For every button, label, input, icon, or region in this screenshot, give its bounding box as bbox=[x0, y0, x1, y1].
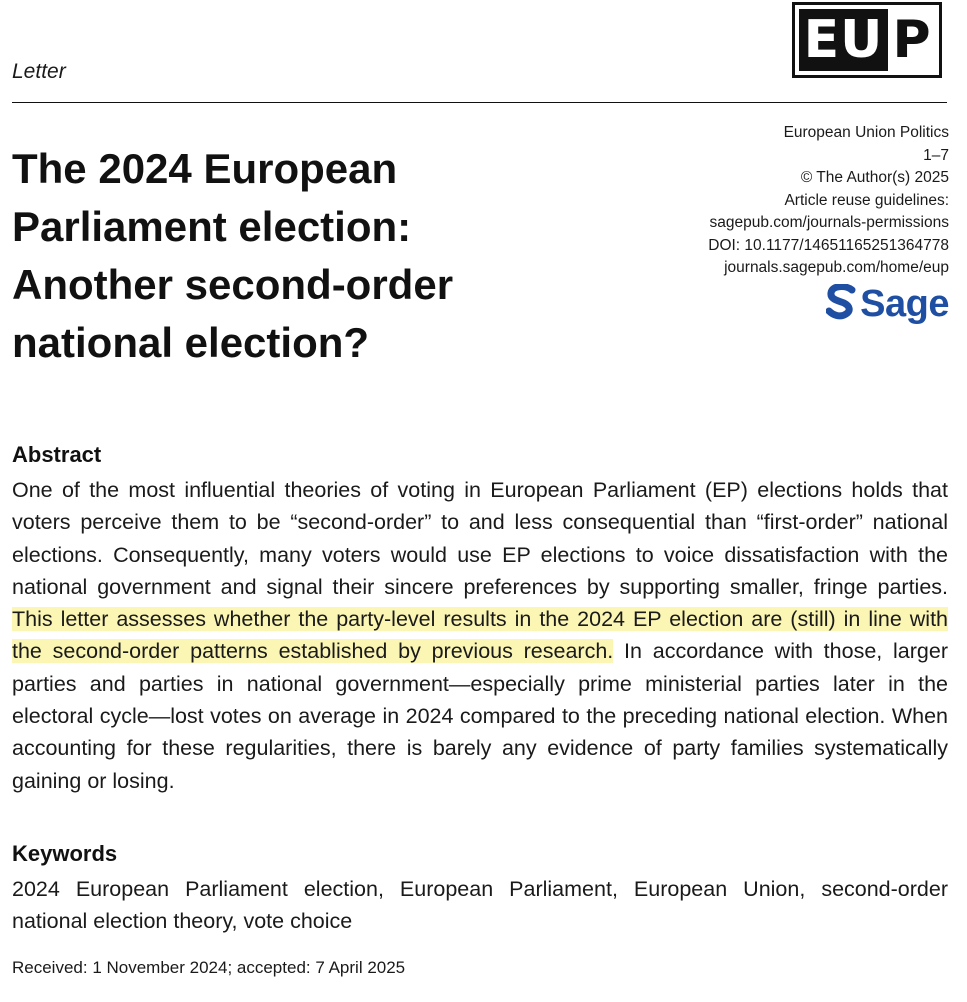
received-accepted-dates: Received: 1 November 2024; accepted: 7 April 2025 bbox=[12, 958, 406, 977]
eup-logo-inner bbox=[799, 9, 935, 71]
eup-logo bbox=[792, 2, 942, 78]
permissions-link[interactable]: sagepub.com/journals-permissions bbox=[709, 214, 949, 231]
abstract-heading: Abstract bbox=[12, 442, 102, 467]
journal-name: European Union Politics bbox=[783, 124, 949, 141]
sage-s-icon bbox=[826, 284, 856, 324]
abstract-text-end: In accordance with those, larger parties and parties in national government—especially prime ministerial parties later in the electoral cycle—lost votes on average in 2024 compared to the preceding national election. When accounting for these regularities, there is barely any evidence of party families systematically gaining or losing. bbox=[12, 639, 948, 793]
journal-info bbox=[708, 122, 949, 280]
journal-homepage-link[interactable]: journals.sagepub.com/home/eup bbox=[724, 259, 949, 276]
article-title: The 2024 European Parliament election: Another second-order national election? bbox=[12, 145, 454, 366]
article-type-label: Letter bbox=[12, 60, 66, 83]
keywords-list: 2024 European Parliament election, European Parliament, European Union, second-order national election theory, vote choice bbox=[12, 877, 948, 933]
reuse-guidelines-label: Article reuse guidelines: bbox=[784, 191, 949, 209]
header-divider bbox=[12, 102, 947, 103]
sage-publisher-logo bbox=[826, 284, 949, 324]
keywords-heading: Keywords bbox=[12, 841, 118, 866]
sage-wordmark: Sage bbox=[860, 283, 949, 325]
eup-logo-p-text: P bbox=[888, 9, 935, 71]
abstract-body bbox=[12, 474, 948, 797]
journal-copyright: © The Author(s) 2025 bbox=[800, 169, 949, 186]
eup-logo-eu-text: EU bbox=[803, 10, 884, 70]
journal-pages: 1–7 bbox=[923, 146, 949, 164]
abstract-text-start: One of the most influential theories of voting in European Parliament (EP) elections holds that voters perceive them to be “second-order” to and less consequential than “first-order” national elections. Consequently, many voters would use EP elections to voice dissatisfaction with the national government and signal their sincere preferences by supporting smaller, fringe parties. bbox=[12, 478, 948, 599]
doi-link[interactable]: DOI: 10.1177/14651165251364778 bbox=[708, 236, 949, 254]
abstract-highlighted-text[interactable]: This letter assesses whether the party-level results in the 2024 EP election are (still) in line with the second-order patterns established by previous research. bbox=[12, 607, 948, 664]
